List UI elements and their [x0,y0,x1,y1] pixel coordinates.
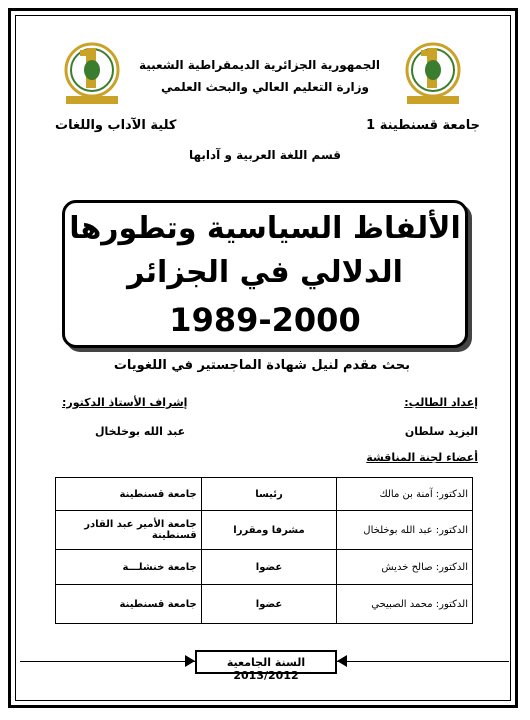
divider-left [20,661,196,662]
jury-member-role: عضوا [201,585,337,624]
jury-member-name: الدكتور: صالح خديش [337,550,473,585]
ministry-heading: وزارة التعليم العالي والبحث العلمي [160,80,370,94]
jury-member-role: مشرفا ومقررا [201,511,337,550]
academic-year: السنة الجامعية 2013/2012 [226,656,306,682]
jury-member-name: الدكتور: عبد الله بوخلخال [337,511,473,550]
jury-member-institution: جامعة خنشلـــة [56,550,202,585]
department-name: قسم اللغة العربية و آدابها [188,148,342,162]
jury-member-role: عضوا [201,550,337,585]
university-name: جامعة قسنطينة 1 [366,118,480,133]
thesis-title-line-2: الدلالي في الجزائر [127,255,403,290]
thesis-title-line-1: الألفاظ السياسية وتطورها [69,211,461,246]
prepared-by-label: إعداد الطالب: [404,396,478,409]
divider-right [337,661,509,662]
university-logo-left [62,38,122,108]
jury-member-institution: جامعة قسنطينة [56,585,202,624]
university-logo-right [403,38,463,108]
jury-table [55,477,473,624]
jury-member-name: الدكتور: آمنة بن مالك [337,478,473,511]
table-row [56,478,473,511]
table-row [56,585,473,624]
student-name: اليزيد سلطان [404,425,478,438]
jury-member-name: الدكتور: محمد الصبيحي [337,585,473,624]
republic-heading: الجمهورية الجزائرية الديمقراطية الشعبية [138,58,380,72]
faculty-name: كلية الآداب واللغات [55,118,177,133]
table-row [56,550,473,585]
academic-year-box [195,650,337,682]
supervisor-label: إشراف الأستاذ الدكتور: [62,396,188,409]
committee-label: أعضاء لجنة المناقشة [366,451,478,464]
arrow-right-icon [185,655,195,667]
degree-statement: بحث مقدم لنيل شهادة الماجستير في اللغويات [113,358,410,373]
thesis-title-years: 1989-2000 [169,301,361,339]
table-row [56,511,473,550]
jury-member-institution: جامعة الأمير عبد القادر قسنطينة [56,511,202,550]
arrow-left-icon [337,655,347,667]
supervisor-name: عبد الله بوخلخال [95,425,186,438]
jury-member-institution: جامعة قسنطينة [56,478,202,511]
jury-member-role: رئيسا [201,478,337,511]
thesis-title-box [62,200,468,348]
